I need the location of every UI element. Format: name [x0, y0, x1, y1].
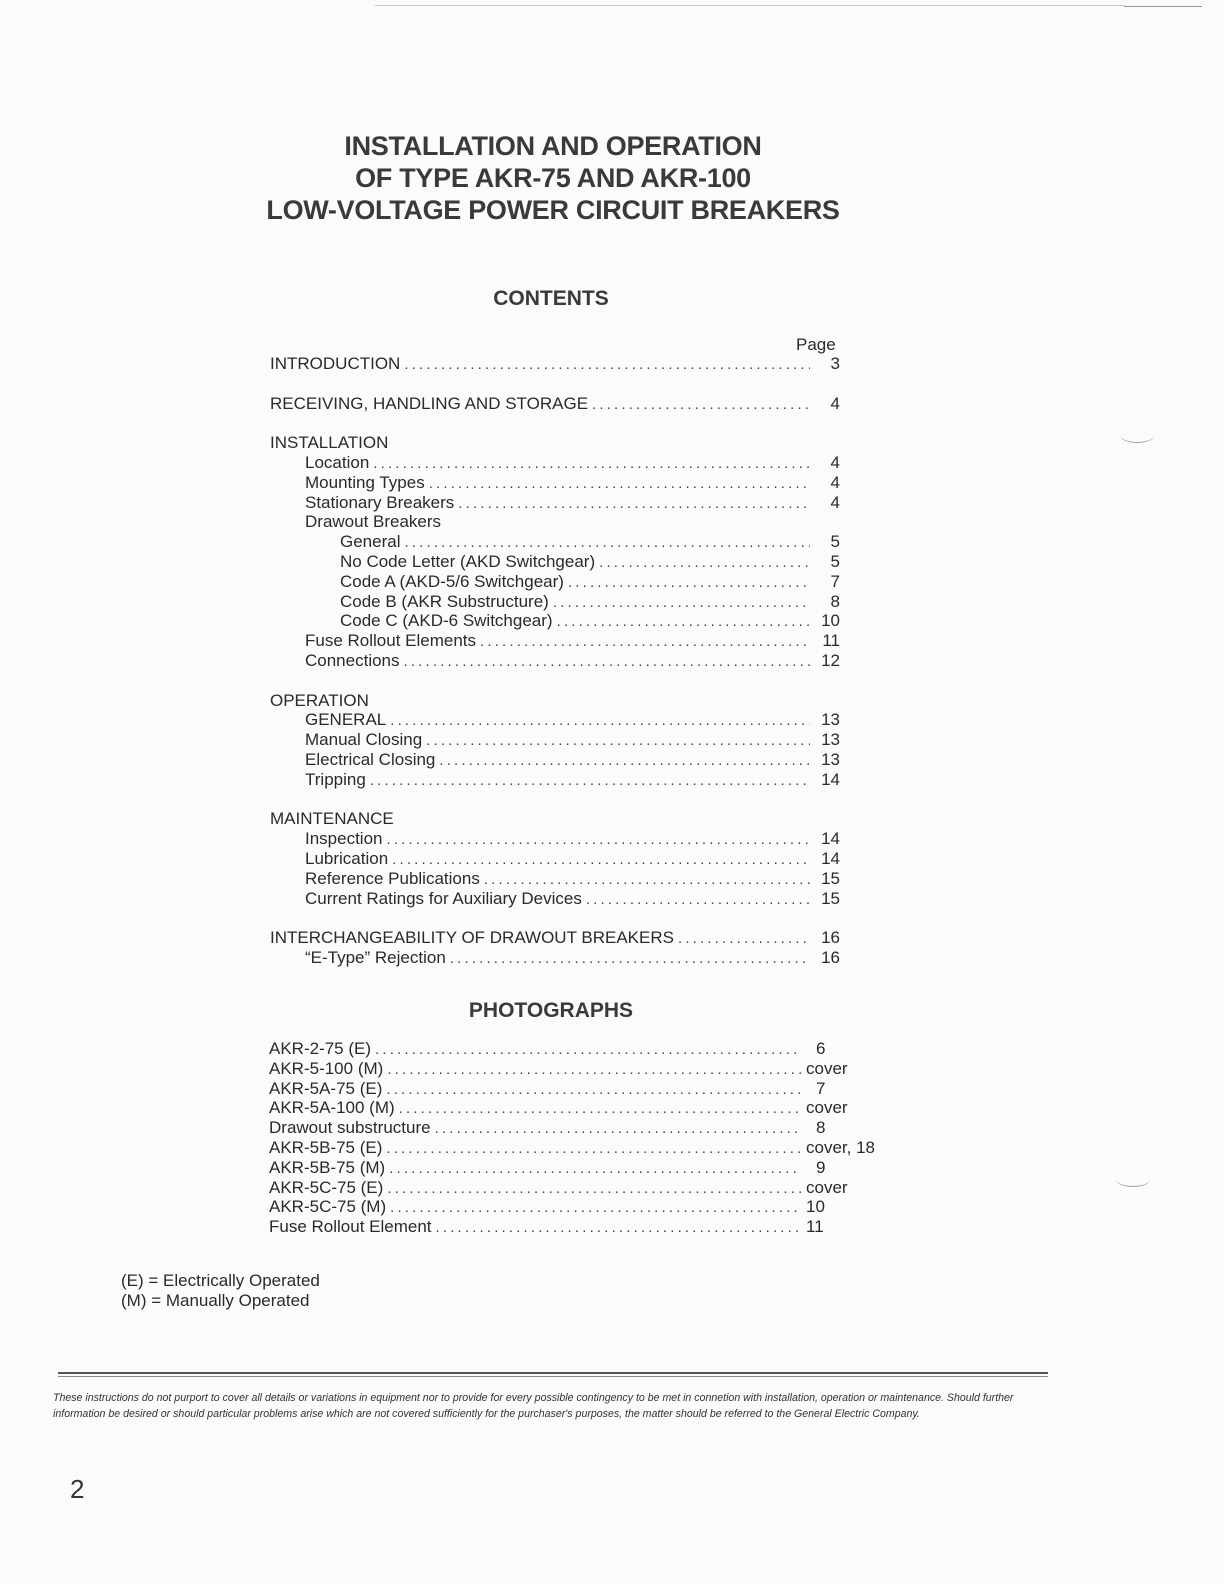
photo-entry[interactable] — [269, 1157, 826, 1178]
toc-label: General — [340, 532, 401, 552]
title-line-3: LOW-VOLTAGE POWER CIRCUIT BREAKERS — [266, 195, 840, 225]
dot-leader — [435, 1119, 801, 1139]
photo-page: cover, 18 — [806, 1137, 875, 1157]
photo-label: AKR-5B-75 (M) — [269, 1157, 386, 1177]
dot-leader — [568, 573, 810, 593]
toc-label: Mounting Types — [305, 472, 425, 492]
toc-entry-fuse-rollout[interactable] — [270, 631, 840, 651]
toc-heading-operation[interactable] — [270, 691, 840, 711]
toc-label: INTERCHANGEABILITY OF DRAWOUT BREAKERS — [270, 928, 674, 948]
toc-entry-code-c[interactable] — [270, 611, 840, 631]
dot-leader — [484, 870, 810, 890]
toc-entry-tripping[interactable] — [270, 770, 840, 790]
toc-page: 8 — [830, 591, 840, 611]
contents-heading: CONTENTS — [493, 287, 609, 310]
photo-label: AKR-5C-75 (E) — [269, 1177, 384, 1197]
toc-label: MAINTENANCE — [270, 809, 394, 829]
dot-leader — [389, 1159, 801, 1179]
toc-entry-no-code-letter[interactable] — [270, 552, 840, 572]
toc-page: 4 — [830, 452, 840, 472]
toc-entry-location[interactable] — [270, 453, 840, 473]
photo-page: 8 — [816, 1118, 826, 1138]
dot-leader — [404, 355, 810, 375]
dot-leader — [386, 1139, 801, 1159]
photographs-heading: PHOTOGRAPHS — [468, 999, 634, 1022]
photo-label: Fuse Rollout Element — [269, 1217, 432, 1237]
toc-page: 16 — [821, 928, 840, 948]
toc-page: 14 — [821, 848, 840, 868]
photo-label: AKR-5C-75 (M) — [269, 1197, 387, 1217]
toc-page: 4 — [830, 393, 840, 413]
toc-entry-manual-closing[interactable] — [270, 730, 840, 750]
toc-page: 4 — [830, 472, 840, 492]
top-edge-rule — [375, 5, 1125, 6]
photo-entry[interactable] — [269, 1217, 824, 1237]
toc-label: Location — [305, 452, 370, 472]
toc-entry-code-b[interactable] — [270, 592, 840, 612]
toc-page: 14 — [821, 769, 840, 789]
title-line-2: OF TYPE AKR-75 AND AKR-100 — [355, 163, 751, 193]
toc-label: Tripping — [305, 769, 366, 789]
dot-leader — [390, 711, 810, 731]
photo-page: cover — [806, 1058, 848, 1078]
dot-leader — [439, 751, 810, 771]
photo-entry[interactable] — [269, 1177, 848, 1198]
photo-label: AKR-5A-75 (E) — [269, 1078, 383, 1098]
photo-entry[interactable] — [269, 1197, 825, 1217]
dot-leader — [553, 593, 810, 613]
toc-label: Connections — [305, 650, 400, 670]
toc-page: 16 — [821, 947, 840, 967]
dot-leader — [375, 1040, 801, 1060]
dot-leader — [399, 1099, 801, 1119]
photo-label: AKR-5-100 (M) — [269, 1058, 384, 1078]
dot-leader — [404, 652, 810, 672]
dot-leader — [386, 1080, 801, 1100]
toc-page: 7 — [830, 571, 840, 591]
photo-entry[interactable] — [269, 1058, 848, 1079]
toc-label: Manual Closing — [305, 730, 423, 750]
toc-entry-connections[interactable] — [270, 651, 840, 671]
toc-label: GENERAL — [305, 710, 387, 730]
toc-label: INSTALLATION — [270, 433, 389, 453]
toc-label: Reference Publications — [305, 868, 480, 888]
toc-label: Electrical Closing — [305, 749, 436, 769]
dot-leader — [450, 949, 810, 969]
toc-label: Drawout Breakers — [305, 512, 442, 532]
toc-heading-installation[interactable] — [270, 433, 840, 453]
photo-page: cover — [806, 1177, 848, 1197]
dot-leader — [557, 612, 810, 632]
page-column-label: Page — [796, 335, 836, 354]
dot-leader — [480, 632, 810, 652]
toc-heading-maintenance[interactable] — [270, 809, 840, 829]
photo-page: 9 — [816, 1157, 826, 1177]
photo-label: AKR-2-75 (E) — [269, 1039, 372, 1058]
photo-page: cover — [806, 1098, 848, 1118]
table-of-contents — [270, 354, 840, 968]
toc-entry-electrical-closing[interactable] — [270, 750, 840, 770]
page-number: 2 — [70, 1474, 85, 1504]
toc-entry-operation-general[interactable] — [270, 710, 840, 730]
toc-entry-lubrication[interactable] — [270, 849, 840, 869]
footer-divider-thin — [58, 1376, 1048, 1377]
photo-label: AKR-5A-100 (M) — [269, 1098, 395, 1118]
photographs-list — [269, 1039, 875, 1237]
toc-entry-current-ratings[interactable] — [270, 889, 840, 909]
toc-entry-general[interactable] — [270, 532, 840, 552]
toc-label: Stationary Breakers — [305, 492, 455, 512]
dot-leader — [370, 771, 810, 791]
legend-electrical: (E) = Electrically Operated — [121, 1271, 320, 1290]
toc-page: 13 — [821, 730, 840, 750]
toc-page: 10 — [821, 611, 840, 631]
toc-entry-inspection[interactable] — [270, 829, 840, 849]
photo-entry[interactable] — [269, 1098, 848, 1118]
toc-page: 5 — [830, 532, 840, 552]
dot-leader — [458, 494, 810, 514]
toc-page: 15 — [821, 868, 840, 888]
dot-leader — [392, 850, 810, 870]
toc-entry-stationary-breakers[interactable] — [270, 493, 840, 513]
dot-leader — [429, 474, 810, 494]
toc-label: Fuse Rollout Elements — [305, 631, 477, 651]
toc-label: Lubrication — [305, 848, 389, 868]
margin-mark — [1116, 1172, 1150, 1187]
toc-label: RECEIVING, HANDLING AND STORAGE — [270, 393, 589, 413]
toc-page: 14 — [821, 829, 840, 849]
toc-page: 12 — [821, 650, 840, 670]
toc-label: Inspection — [305, 829, 383, 849]
photo-entry[interactable] — [269, 1118, 826, 1138]
photo-label: Drawout substructure — [269, 1118, 431, 1138]
toc-entry-e-type-rejection[interactable] — [270, 948, 840, 968]
dot-leader — [678, 929, 810, 949]
toc-label: Code C (AKD-6 Switchgear) — [340, 611, 553, 631]
toc-page: 5 — [830, 551, 840, 571]
dot-leader — [387, 1179, 801, 1199]
toc-heading-drawout-breakers[interactable] — [270, 512, 840, 532]
toc-label: INTRODUCTION — [270, 354, 401, 373]
title-line-1: INSTALLATION AND OPERATION — [344, 131, 762, 161]
legend-manual: (M) = Manually Operated — [121, 1291, 310, 1310]
toc-label: Code B (AKR Substructure) — [340, 591, 549, 611]
dot-leader — [586, 890, 810, 910]
toc-label: “E-Type” Rejection — [305, 947, 446, 967]
toc-page: 11 — [822, 631, 840, 651]
disclaimer-text: These instructions do not purport to cover all details or variations in equipment nor to provide for every possible contingency to be met in connetion with installation, operation or maintenance. Should further information be desired or should particular problems arise which are not covered sufficiently for the purchaser's purposes, the matter should be referred to the General Electric Company. — [53, 1392, 1014, 1420]
photo-page: 6 — [816, 1039, 826, 1058]
dot-leader — [373, 454, 810, 474]
toc-page: 3 — [830, 354, 840, 373]
photo-page: 10 — [806, 1197, 825, 1217]
photo-entry[interactable] — [269, 1078, 826, 1099]
dot-leader — [436, 1218, 801, 1238]
photo-entry[interactable] — [269, 1137, 875, 1158]
toc-label: OPERATION — [270, 690, 369, 710]
toc-entry-mounting-types[interactable] — [270, 473, 840, 493]
toc-page: 13 — [821, 710, 840, 730]
toc-label: Current Ratings for Auxiliary Devices — [305, 888, 582, 908]
footer-divider — [58, 1372, 1048, 1374]
toc-entry-reference-publications[interactable] — [270, 869, 840, 889]
dot-leader — [387, 1060, 801, 1080]
photo-page: 11 — [806, 1217, 824, 1237]
top-edge-rule-dark — [1124, 6, 1202, 7]
toc-entry-interchangeability[interactable] — [270, 928, 840, 948]
toc-entry-code-a[interactable] — [270, 572, 840, 592]
dot-leader — [404, 533, 810, 553]
dot-leader — [599, 553, 810, 573]
margin-mark — [1120, 428, 1154, 443]
photo-page: 7 — [816, 1078, 826, 1098]
toc-page: 4 — [830, 492, 840, 512]
dot-leader — [426, 731, 810, 751]
toc-label: No Code Letter (AKD Switchgear) — [340, 551, 596, 571]
toc-label: Code A (AKD-5/6 Switchgear) — [340, 571, 564, 591]
dot-leader — [592, 395, 810, 415]
toc-page: 13 — [821, 749, 840, 769]
toc-entry-receiving[interactable] — [270, 394, 840, 414]
dot-leader — [387, 830, 811, 850]
photo-label: AKR-5B-75 (E) — [269, 1137, 383, 1157]
dot-leader — [390, 1198, 801, 1218]
abbreviation-legend — [121, 1271, 320, 1311]
toc-entry-introduction[interactable] — [270, 354, 840, 374]
toc-page: 15 — [821, 888, 840, 908]
document-title — [0, 130, 1106, 226]
photo-entry[interactable] — [269, 1039, 826, 1059]
